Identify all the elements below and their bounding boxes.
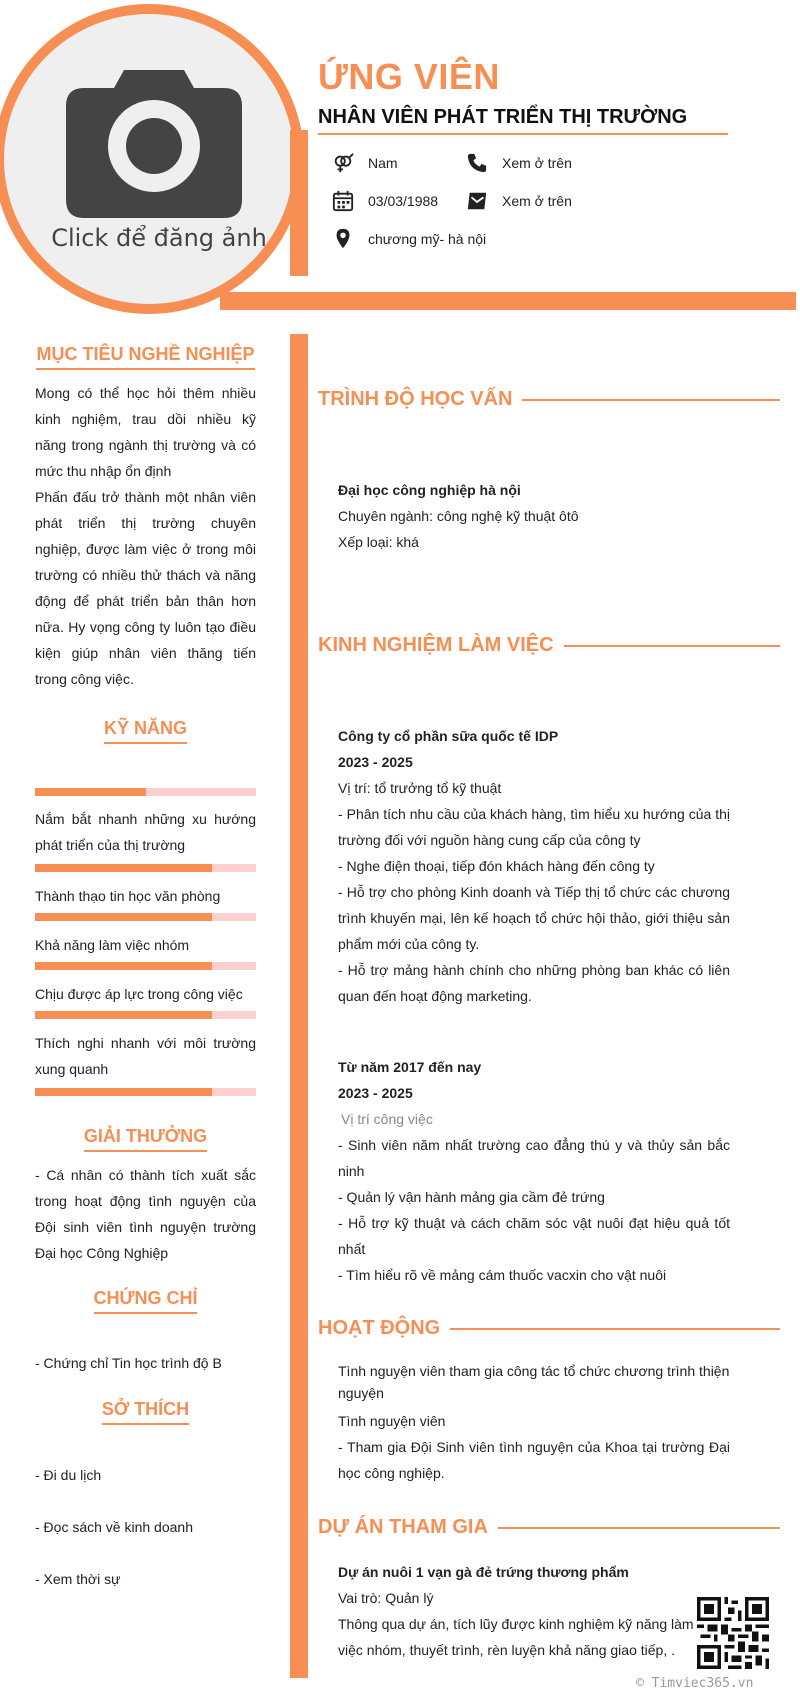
job-duty: - Hỗ trợ kỹ thuật và cách chăm sóc vật nuôi đạt hiệu quả tốt nhất: [338, 1215, 730, 1257]
address-value: chương mỹ- hà nội: [368, 231, 487, 247]
job-duty: - Hỗ trợ mảng hành chính cho những phòng ban khác có liên quan đến hoạt động marketing.: [338, 962, 730, 1004]
birthday-value: 03/03/1988: [368, 193, 439, 209]
calendar-icon: [332, 190, 354, 212]
job-period: 2023 - 2025: [338, 1085, 413, 1101]
certificates-heading: CHỨNG CHỈ: [35, 1288, 256, 1314]
activity-title: Tình nguyện viên tham gia công tác tổ chức chương trình thiện nguyện: [338, 1363, 730, 1401]
project-role: Vai trò: Quản lý: [338, 1590, 434, 1606]
job-duty: - Quản lý vận hành mảng gia cầm đẻ trứng: [338, 1189, 605, 1205]
experience-heading: KINH NGHIỆM LÀM VIỆC: [318, 634, 780, 657]
skill-bar: [35, 864, 256, 872]
education-block: [338, 477, 730, 555]
job-position: Vị trí công việc: [341, 1111, 433, 1127]
education-grade: Xếp loại: khá: [338, 534, 419, 550]
gender-info: [332, 152, 398, 174]
hobbies-heading: SỞ THÍCH: [35, 1399, 256, 1425]
experience-job: [338, 1054, 730, 1288]
gender-icon: [332, 152, 354, 174]
awards-text: - Cá nhân có thành tích xuất sắc trong hoạt động tình nguyện của Đội sinh viên tình nguyện trường Đại học Công Nghiệp: [35, 1167, 256, 1261]
skills-heading: KỸ NĂNG: [35, 718, 256, 744]
skill-label: Chịu được áp lực trong công việc: [35, 986, 243, 1002]
skill-bar-fill: [35, 913, 212, 921]
career-goal-text: Mong có thể học hỏi thêm nhiều kinh nghiệm, trau dồi nhiều kỹ năng trong ngành thị trường và có mức thu nhập ổn định Phấn đấu trở thành một nhân viên phát triển thị trường chuyên nghiệp, được làm việc ở trong môi trường có nhiều thử thách và năng động để phát triển bản thân hơn nữa. Hy vọng công ty luôn tạo điều kiện giúp nhân viên thăng tiến trong công việc.: [35, 385, 256, 687]
hobbies-list: [35, 1436, 256, 1618]
skill-bar-fill: [35, 864, 212, 872]
header-divider-vertical: [290, 130, 308, 276]
skill-label: Thành thạo tin học văn phòng: [35, 888, 221, 904]
project-name: Dự án nuôi 1 vạn gà đẻ trứng thương phẩm: [338, 1564, 629, 1580]
career-goal-heading: MỤC TIÊU NGHỀ NGHIỆP: [35, 344, 256, 370]
candidate-name: ỨNG VIÊN: [318, 56, 500, 97]
skill-bar-fill: [35, 788, 146, 796]
education-heading: TRÌNH ĐỘ HỌC VẤN: [318, 388, 780, 411]
skill-bar-fill: [35, 962, 212, 970]
activity-role: Tình nguyện viên: [338, 1413, 446, 1429]
job-title: NHÂN VIÊN PHÁT TRIỂN THỊ TRƯỜNG: [318, 106, 728, 135]
skill-label: Thích nghi nhanh với môi trường xung quanh: [35, 1035, 256, 1077]
hobby-item: - Xem thời sự: [35, 1571, 121, 1587]
job-duty: - Hỗ trợ cho phòng Kinh doanh và Tiếp thị tổ chức các chương trình khuyến mại, lên kế hoạch tổ chức hội thảo, giới thiệu sản phẩm mới của công ty.: [338, 884, 730, 952]
experience-job: [338, 723, 730, 1009]
job-duty: - Nghe điện thoại, tiếp đón khách hàng đến công ty: [338, 858, 655, 874]
phone-icon: [466, 152, 488, 174]
projects-block: [338, 1559, 700, 1663]
education-major: Chuyên ngành: công nghệ kỹ thuật ôtô: [338, 508, 579, 524]
hobby-item: - Đọc sách về kinh doanh: [35, 1519, 193, 1535]
email-value: Xem ở trên: [502, 193, 572, 209]
skill-bar-fill: [35, 1088, 212, 1096]
activities-heading: HOẠT ĐỘNG: [318, 1317, 780, 1340]
skill-bar: [35, 1011, 256, 1019]
skill-label: Nắm bắt nhanh những xu hướng phát triển của thị trường: [35, 811, 256, 853]
skill-label: Khả năng làm việc nhóm: [35, 937, 190, 953]
projects-heading: DỰ ÁN THAM GIA: [318, 1516, 780, 1539]
email-icon: [466, 190, 488, 212]
skill-bar: [35, 1088, 256, 1096]
project-desc: Thông qua dự án, tích lũy được kinh nghiệm kỹ năng làm việc nhóm, thuyết trình, rèn luyện khả năng giao tiếp, .: [338, 1616, 694, 1658]
activity-desc: - Tham gia Đội Sinh viên tình nguyện của Khoa tại trường Đại học công nghiệp.: [338, 1439, 730, 1481]
hobby-item: - Đi du lịch: [35, 1467, 102, 1483]
avatar-upload[interactable]: [4, 14, 294, 304]
job-duty: - Tìm hiểu rõ về mảng cám thuốc vacxin cho vật nuôi: [338, 1267, 667, 1283]
birthday-info: [332, 190, 438, 212]
job-company: Công ty cổ phần sữa quốc tế IDP: [338, 728, 559, 744]
qr-code-icon: [697, 1597, 769, 1669]
camera-icon: [66, 66, 242, 218]
job-duty: - Sinh viên năm nhất trường cao đẳng thú y và thủy sản bắc ninh: [338, 1137, 730, 1179]
skill-bar: [35, 788, 256, 796]
main-divider-vertical: [290, 334, 308, 1678]
email-info: [466, 190, 572, 212]
activities-block: [338, 1360, 730, 1486]
job-company: Từ năm 2017 đến nay: [338, 1059, 482, 1075]
watermark: © Timviec365.vn: [636, 1676, 754, 1691]
skill-bar: [35, 913, 256, 921]
certificates-text: - Chứng chỉ Tin học trình độ B: [35, 1355, 222, 1371]
phone-value: Xem ở trên: [502, 155, 572, 171]
job-period: 2023 - 2025: [338, 754, 413, 770]
gender-value: Nam: [368, 155, 398, 171]
skill-bar-fill: [35, 1011, 212, 1019]
job-position: Vị trí: tổ trưởng tổ kỹ thuật: [338, 780, 502, 796]
address-info: [332, 228, 486, 250]
job-duty: - Phân tích nhu cầu của khách hàng, tìm hiểu xu hướng của thị trường đối với nguồn hàng cung cấp của công ty: [338, 806, 730, 848]
skill-bar: [35, 962, 256, 970]
avatar-frame: [0, 4, 304, 314]
header-divider-horizontal: [220, 292, 796, 310]
location-pin-icon: [332, 228, 354, 250]
phone-info: [466, 152, 572, 174]
education-school: Đại học công nghiệp hà nội: [338, 482, 521, 498]
awards-heading: GIẢI THƯỞNG: [35, 1126, 256, 1152]
avatar-caption[interactable]: Click để đăng ảnh: [51, 224, 267, 252]
